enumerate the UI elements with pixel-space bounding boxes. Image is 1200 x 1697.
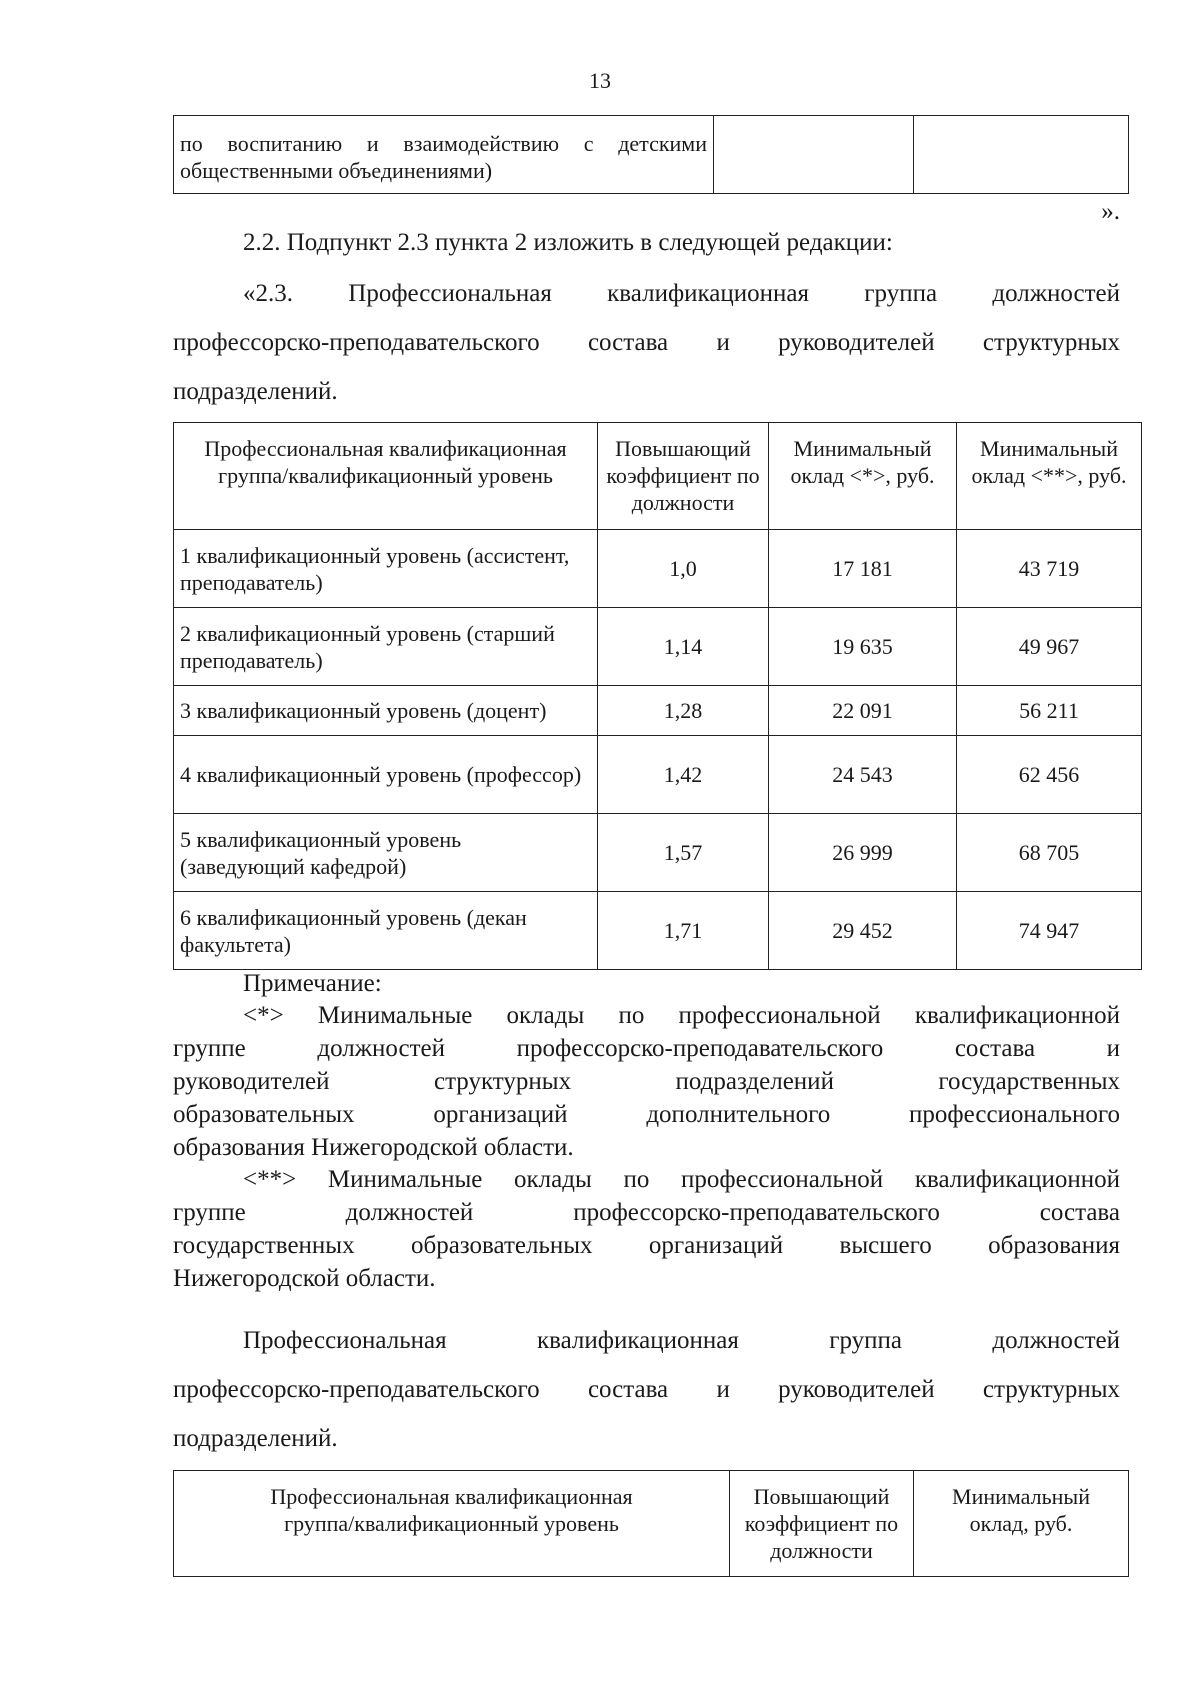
salary-table-2 — [173, 1470, 1129, 1577]
level-cell: 5 квалификационный уровень (заведующий кафедрой) — [174, 814, 598, 892]
table-row — [174, 116, 1129, 194]
table-row — [174, 892, 1142, 970]
header-cell: Повышающий коэффициент по должности — [598, 423, 769, 530]
table-header-row — [174, 423, 1142, 530]
salary2-cell: 49 967 — [957, 608, 1142, 686]
salary1-cell: 29 452 — [769, 892, 957, 970]
note-line: руководителей структурных подразделений государственных — [173, 1068, 1120, 1095]
coef-cell: 1,0 — [598, 530, 769, 608]
note-line: образовательных организаций дополнительного профессионального — [173, 1101, 1120, 1128]
page-number: 13 — [589, 68, 611, 93]
coef-cell: 1,71 — [598, 892, 769, 970]
salary2-cell: 62 456 — [957, 736, 1142, 814]
table-header-row — [174, 1471, 1129, 1577]
note-line: Нижегородской области. — [173, 1265, 436, 1292]
header-cell: Минимальный оклад <**>, руб. — [957, 423, 1142, 530]
level-cell: 4 квалификационный уровень (профессор) — [174, 736, 598, 814]
table-cell — [714, 116, 914, 194]
salary2-cell: 56 211 — [957, 686, 1142, 736]
salary2-cell: 74 947 — [957, 892, 1142, 970]
table-row — [174, 530, 1142, 608]
salary2-cell: 43 719 — [957, 530, 1142, 608]
salary-table — [173, 422, 1142, 970]
header-cell: Повышающий коэффициент по должности — [730, 1471, 914, 1577]
closing-quote: ». — [1101, 198, 1120, 225]
header-cell: Минимальный оклад, руб. — [914, 1471, 1129, 1577]
note-line: образования Нижегородской области. — [173, 1134, 574, 1161]
salary1-cell: 26 999 — [769, 814, 957, 892]
coef-cell: 1,57 — [598, 814, 769, 892]
note-line: группе должностей профессорско-преподавательского состава и — [173, 1035, 1120, 1062]
group-title-line: «2.3. Профессиональная квалификационная группа должностей — [243, 280, 1120, 307]
note-heading: Примечание: — [243, 970, 382, 997]
note-line: <*> Минимальные оклады по профессиональной квалификационной — [243, 1002, 1120, 1029]
group-title-line: подразделений. — [173, 378, 338, 405]
cell-text: по воспитанию и взаимодействию с детскими — [180, 130, 707, 156]
table-row — [174, 736, 1142, 814]
group-title-line: Профессиональная квалификационная группа должностей — [243, 1327, 1120, 1354]
table-row — [174, 814, 1142, 892]
level-cell: 2 квалификационный уровень (старший преподаватель) — [174, 608, 598, 686]
header-cell: Минимальный оклад <*>, руб. — [769, 423, 957, 530]
salary1-cell: 24 543 — [769, 736, 957, 814]
paragraph-2-2: 2.2. Подпункт 2.3 пункта 2 изложить в следующей редакции: — [243, 229, 893, 256]
table-row — [174, 686, 1142, 736]
coef-cell: 1,28 — [598, 686, 769, 736]
header-cell: Профессиональная квалификационная группа/квалификационный уровень — [174, 1471, 730, 1577]
group-title-line: профессорско-преподавательского состава и руководителей структурных — [173, 329, 1120, 356]
table-cell — [914, 116, 1129, 194]
salary1-cell: 17 181 — [769, 530, 957, 608]
coef-cell: 1,42 — [598, 736, 769, 814]
top-table — [173, 115, 1129, 194]
coef-cell: 1,14 — [598, 608, 769, 686]
group-title-line: профессорско-преподавательского состава и руководителей структурных — [173, 1376, 1120, 1403]
table-cell — [174, 116, 714, 194]
salary1-cell: 19 635 — [769, 608, 957, 686]
note-line: <**> Минимальные оклады по профессиональной квалификационной — [243, 1166, 1120, 1193]
note-line: группе должностей профессорско-преподавательского состава — [173, 1199, 1120, 1226]
group-title-line: подразделений. — [173, 1425, 338, 1452]
level-cell: 1 квалификационный уровень (ассистент, преподаватель) — [174, 530, 598, 608]
note-line: государственных образовательных организаций высшего образования — [173, 1232, 1120, 1259]
level-cell: 3 квалификационный уровень (доцент) — [174, 686, 598, 736]
cell-text: общественными объединениями) — [180, 157, 493, 183]
header-cell: Профессиональная квалификационная группа/квалификационный уровень — [174, 423, 598, 530]
level-cell: 6 квалификационный уровень (декан факультета) — [174, 892, 598, 970]
salary1-cell: 22 091 — [769, 686, 957, 736]
salary2-cell: 68 705 — [957, 814, 1142, 892]
table-row — [174, 608, 1142, 686]
